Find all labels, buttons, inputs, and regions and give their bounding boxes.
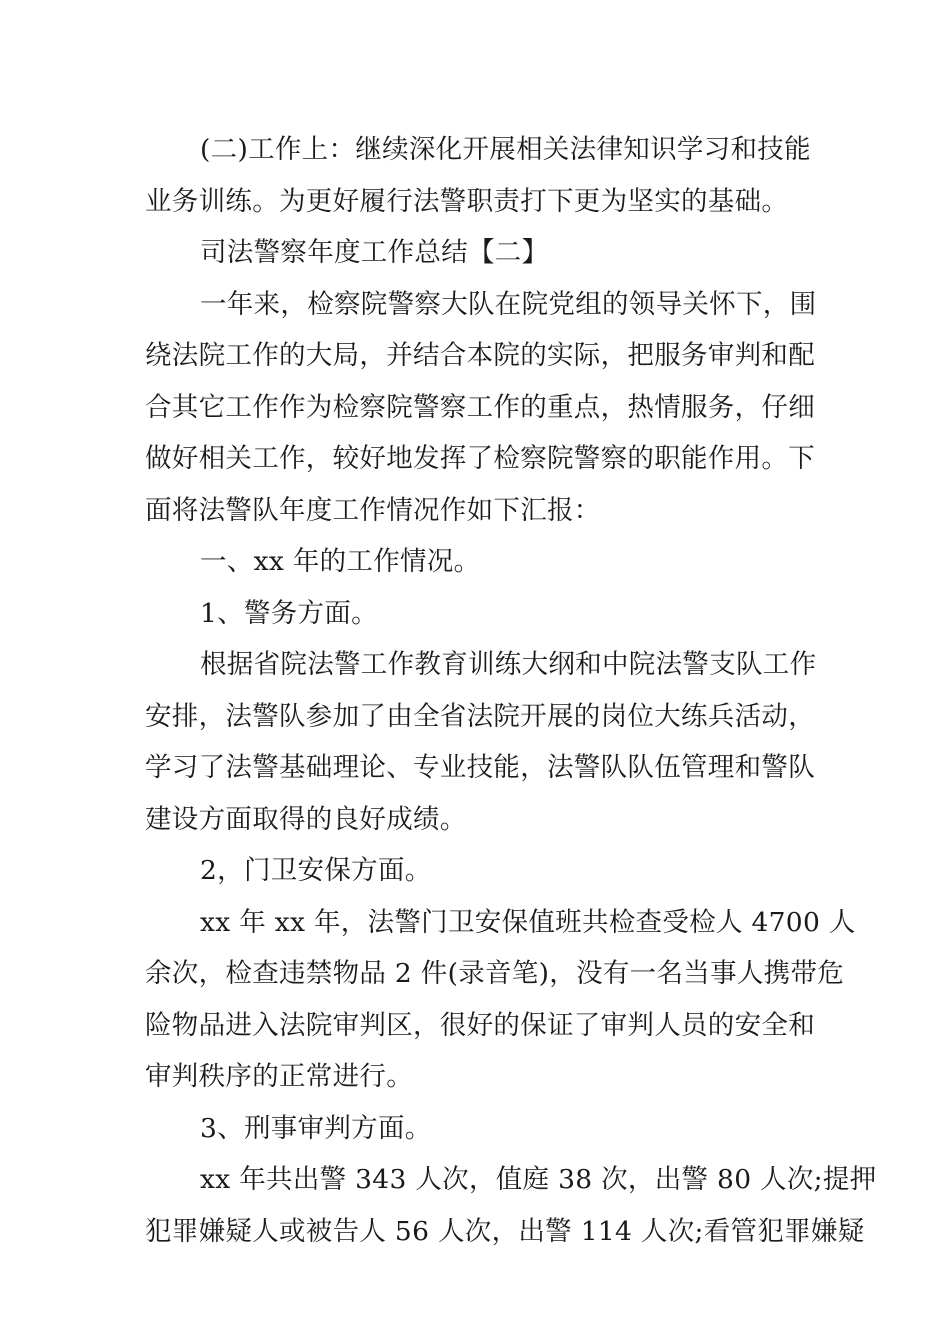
text-line: 建设方面取得的良好成绩。 — [145, 803, 467, 835]
text-line: 绕法院工作的大局，并结合本院的实际，把服务审判和配 — [145, 340, 815, 371]
text-line: 犯罪嫌疑人或被告人 56 人次，出警 114 人次;看管犯罪嫌疑 — [145, 1215, 865, 1247]
text-line: 险物品进入法院审判区，很好的保证了审判人员的安全和 — [145, 1009, 815, 1041]
text-line: 学习了法警基础理论、专业技能，法警队队伍管理和警队 — [145, 752, 815, 783]
text-line: 一年来，检察院警察大队在院党组的领导关怀下，围 — [200, 288, 817, 320]
text-line: 业务训练。为更好履行法警职责打下更为坚实的基础。 — [145, 185, 789, 217]
text-line: xx 年 xx 年，法警门卫安保值班共检查受检人 4700 人 — [200, 906, 856, 938]
text-line: 面将法警队年度工作情况作如下汇报： — [145, 494, 601, 526]
subsection-heading: 1、警务方面。 — [200, 597, 378, 629]
text-line: 做好相关工作，较好地发挥了检察院警察的职能作用。下 — [145, 443, 815, 474]
document-body — [145, 124, 877, 1257]
text-line: 合其它工作作为检察院警察工作的重点，热情服务，仔细 — [145, 391, 815, 423]
subsection-heading: 2，门卫安保方面。 — [200, 855, 432, 886]
text-line: xx 年共出警 343 人次，值庭 38 次，出警 80 人次;提押 — [200, 1164, 877, 1195]
subsection-heading: 3、刑事审判方面。 — [200, 1112, 432, 1144]
section-heading: 司法警察年度工作总结【二】 — [200, 237, 549, 268]
text-line: (二)工作上：继续深化开展相关法律知识学习和技能 — [200, 134, 811, 165]
text-line: 安排，法警队参加了由全省法院开展的岗位大练兵活动， — [145, 700, 815, 732]
text-line: 根据省院法警工作教育训练大纲和中院法警支队工作 — [200, 649, 817, 680]
text-line: 余次，检查违禁物品 2 件(录音笔)，没有一名当事人携带危 — [145, 958, 845, 989]
section-heading: 一、xx 年的工作情况。 — [200, 546, 481, 577]
text-line: 审判秩序的正常进行。 — [145, 1061, 413, 1092]
